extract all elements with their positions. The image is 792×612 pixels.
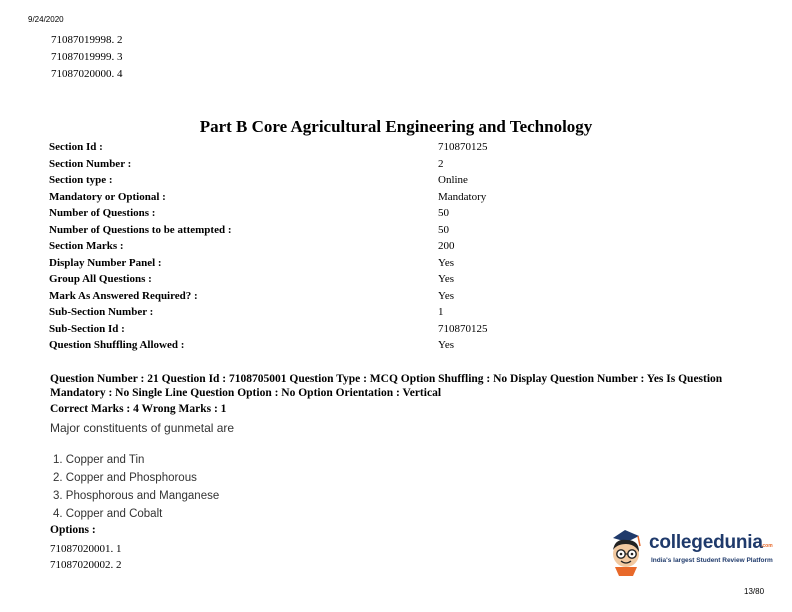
options-label: Options : [50,524,96,536]
row-value: Yes [438,273,455,285]
question-header: Question Number : 21 Question Id : 7108705001 Question Type : MCQ Option Shuffling : No Display Question Number : Yes Is Question Mandatory : No Single Line Question Option : No Option Orientation : Vertical [50,373,723,399]
row-key: Number of Questions : [49,207,156,219]
row-value: 710870125 [438,141,488,153]
collegedunia-logo [605,522,775,578]
logo-suffix: .com [761,543,773,549]
table-row [49,288,649,305]
row-value: Yes [438,289,455,302]
row-key: Display Number Panel : [49,256,162,269]
row-value: 50 [438,223,449,236]
list-item: 3. Phosphorous and Manganese [53,490,220,502]
print-date: 9/24/2020 [28,15,64,24]
previous-option-ids [51,32,123,83]
table-row [49,172,649,189]
table-row [49,238,649,255]
row-key: Question Shuffling Allowed : [49,339,185,351]
table-row [49,156,649,173]
row-key: Section Number : [49,157,132,170]
mascot-icon [605,524,645,576]
row-value: 1 [438,306,444,318]
row-key: Section type : [49,174,113,186]
list-item: 71087019999. 3 [51,51,123,63]
table-row [49,321,649,338]
table-row [49,304,649,321]
list-item: 71087019998. 2 [51,34,123,46]
answer-choices [53,451,219,523]
row-value: Yes [438,256,455,269]
table-row [49,189,649,206]
row-key: Number of Questions to be attempted : [49,223,232,236]
list-item: 71087020000. 4 [51,68,123,80]
list-item: 4. Copper and Cobalt [53,508,163,520]
row-key: Section Id : [49,141,103,153]
table-row [49,222,649,239]
table-row [49,271,649,288]
question-text: Major constituents of gunmetal are [50,421,235,435]
option-ids [50,541,122,573]
row-key: Sub-Section Number : [49,306,154,318]
table-row [49,139,649,156]
row-value: Online [438,174,468,186]
question-marks: Correct Marks : 4 Wrong Marks : 1 [50,403,227,415]
row-value: 200 [438,240,455,252]
row-value: 2 [438,157,444,170]
row-value: 50 [438,207,449,219]
table-row [49,337,649,354]
logo-tagline: India's largest Student Review Platform [651,557,773,564]
list-item: 2. Copper and Phosphorous [53,472,197,484]
logo-wordmark: collegedunia [649,532,763,553]
list-item: 71087020001. 1 [50,543,122,555]
row-value: 710870125 [438,322,488,335]
row-value: Mandatory [438,190,487,203]
list-item: 71087020002. 2 [50,559,122,571]
list-item: 1. Copper and Tin [53,454,145,466]
page-number: 13/80 [744,587,765,596]
row-key: Mark As Answered Required? : [49,289,198,302]
row-key: Section Marks : [49,240,124,252]
section-details-table [49,139,649,354]
table-row [49,205,649,222]
row-key: Sub-Section Id : [49,322,125,335]
row-key: Mandatory or Optional : [49,190,166,203]
section-title: Part B Core Agricultural Engineering and Technology [199,117,593,136]
row-key: Group All Questions : [49,273,152,285]
row-value: Yes [438,339,455,351]
table-row [49,255,649,272]
